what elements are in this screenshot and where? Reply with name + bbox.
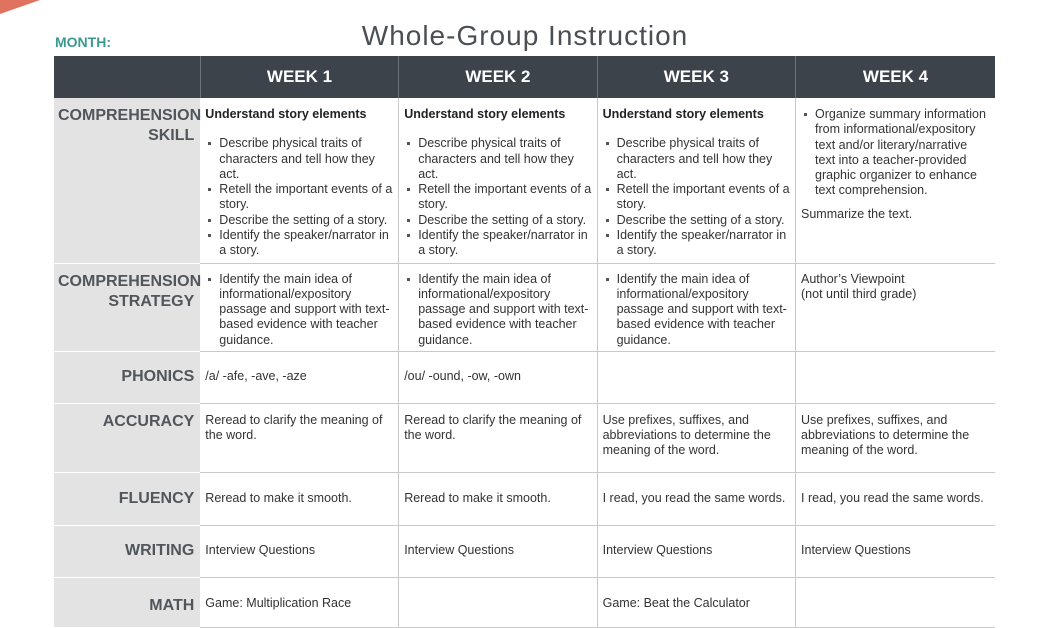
row-fluency	[54, 472, 995, 525]
cell-fluency-week1: Reread to make it smooth.	[200, 472, 398, 525]
instruction-table	[54, 56, 995, 628]
bullet-item: Identify the main idea of informational/expository passage and support with text-based evidence with teacher guidance.	[603, 272, 790, 348]
cell-phonics-week3	[597, 351, 795, 403]
bullet-item: Retell the important events of a story.	[603, 182, 790, 213]
cell-strategy-week3	[597, 263, 795, 351]
skill-bullets	[205, 136, 393, 258]
corner-accent	[0, 0, 40, 14]
bullet-item: Retell the important events of a story.	[404, 182, 591, 213]
cell-writing-week3: Interview Questions	[597, 525, 795, 577]
skill-title: Understand story elements	[404, 107, 566, 121]
cell-accuracy-week2: Reread to clarify the meaning of the word.	[399, 403, 597, 472]
row-comprehension-strategy	[54, 263, 995, 351]
cell-math-week4	[796, 577, 995, 627]
cell-fluency-week2: Reread to make it smooth.	[399, 472, 597, 525]
strategy-bullets	[205, 272, 393, 348]
page-title: Whole-Group Instruction	[361, 19, 689, 51]
bullet-item: Identify the main idea of informational/expository passage and support with text-based evidence with teacher guidance.	[205, 272, 393, 348]
cell-accuracy-week1: Reread to clarify the meaning of the word.	[200, 403, 398, 472]
bullet-item: Identify the speaker/narrator in a story.	[404, 228, 591, 259]
bullet-item: Describe physical traits of characters and tell how they act.	[404, 136, 591, 182]
cell-skill-week2	[399, 98, 597, 263]
header-row	[54, 56, 995, 98]
bullet-item: Retell the important events of a story.	[205, 182, 393, 213]
cell-strategy-week1	[200, 263, 398, 351]
cell-phonics-week1: /a/ -afe, -ave, -aze	[200, 351, 398, 403]
week-4-header: WEEK 4	[796, 56, 995, 98]
strategy-viewpoint-note: (not until third grade)	[801, 286, 917, 301]
cell-skill-week4	[796, 98, 995, 263]
bullet-item: Describe physical traits of characters and tell how they act.	[205, 136, 393, 182]
bullet-item: Describe the setting of a story.	[603, 213, 790, 228]
bullet-item: Identify the speaker/narrator in a story.	[603, 228, 790, 259]
cell-phonics-week2: /ou/ -ound, -ow, -own	[399, 351, 597, 403]
skill-summary-text: Summarize the text.	[801, 206, 913, 221]
row-math	[54, 577, 995, 627]
skill-title: Understand story elements	[602, 107, 764, 121]
week-3-header: WEEK 3	[597, 56, 795, 98]
bullet-item: Identify the speaker/narrator in a story.	[205, 228, 393, 259]
cell-math-week2	[399, 577, 597, 627]
week-2-header: WEEK 2	[399, 56, 597, 98]
skill-bullets	[801, 107, 990, 199]
skill-title: Understand story elements	[205, 107, 367, 121]
row-phonics	[54, 351, 995, 403]
cell-writing-week4: Interview Questions	[796, 525, 995, 577]
cell-math-week3: Game: Beat the Calculator	[597, 577, 795, 627]
skill-bullets	[404, 136, 591, 258]
strategy-bullets	[603, 272, 790, 348]
cell-writing-week1: Interview Questions	[200, 525, 398, 577]
skill-bullets	[603, 136, 790, 258]
cell-writing-week2: Interview Questions	[399, 525, 597, 577]
row-label-phonics: PHONICS	[54, 351, 200, 403]
row-label-math: MATH	[54, 577, 200, 627]
bullet-item: Describe the setting of a story.	[404, 213, 591, 228]
cell-strategy-week2	[399, 263, 597, 351]
cell-fluency-week4: I read, you read the same words.	[796, 472, 995, 525]
cell-accuracy-week4: Use prefixes, suffixes, and abbreviations to determine the meaning of the word.	[796, 403, 995, 472]
cell-skill-week3	[597, 98, 795, 263]
week-1-header: WEEK 1	[200, 56, 398, 98]
bullet-item: Organize summary information from informational/expository text and/or literary/narrative text into a teacher-provided graphic organizer to enhance text comprehension.	[801, 107, 990, 199]
cell-strategy-week4	[796, 263, 995, 351]
cell-math-week1: Game: Multiplication Race	[200, 577, 398, 627]
strategy-bullets	[404, 272, 591, 348]
bullet-item: Describe physical traits of characters and tell how they act.	[603, 136, 790, 182]
row-label-comprehension-skill: COMPREHENSION SKILL	[54, 98, 200, 263]
month-label: MONTH:	[55, 34, 111, 50]
bullet-item: Identify the main idea of informational/expository passage and support with text-based evidence with teacher guidance.	[404, 272, 591, 348]
row-comprehension-skill	[54, 98, 995, 263]
cell-phonics-week4	[796, 351, 995, 403]
cell-fluency-week3: I read, you read the same words.	[597, 472, 795, 525]
cell-accuracy-week3: Use prefixes, suffixes, and abbreviations to determine the meaning of the word.	[597, 403, 795, 472]
row-label-comprehension-strategy: COMPREHENSION STRATEGY	[54, 263, 200, 351]
row-label-fluency: FLUENCY	[54, 472, 200, 525]
row-label-accuracy: ACCURACY	[54, 403, 200, 472]
header-corner	[54, 56, 200, 98]
row-label-writing: WRITING	[54, 525, 200, 577]
cell-skill-week1	[200, 98, 398, 263]
bullet-item: Describe the setting of a story.	[205, 213, 393, 228]
row-accuracy	[54, 403, 995, 472]
strategy-viewpoint: Author’s Viewpoint	[801, 271, 905, 286]
row-writing	[54, 525, 995, 577]
